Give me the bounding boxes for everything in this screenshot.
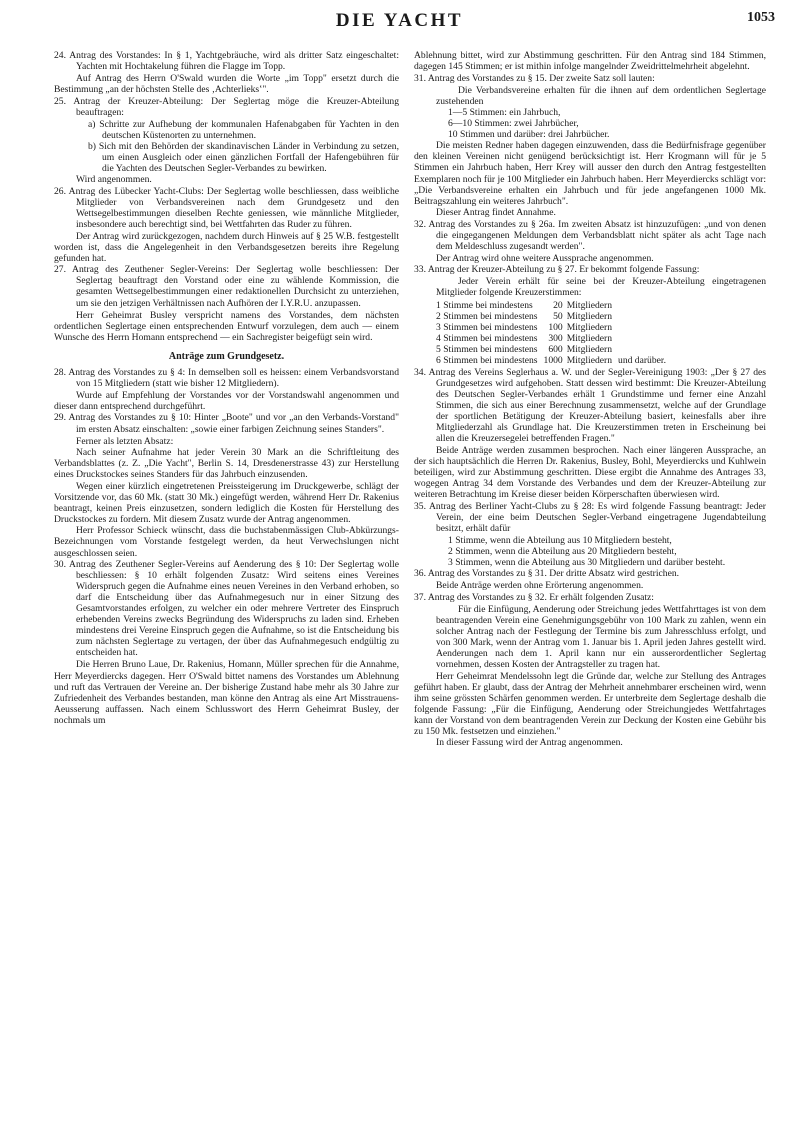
vote-list-line: 1 Stimme, wenn die Abteilung aus 10 Mitgliedern besteht,: [448, 535, 672, 547]
quoted-text: Für die Einfügung, Aenderung oder Streichung jedes Wettfahrttages ist von dem beantragenden Verein eine Genehmigungsgebühr von 100 Mark zu zahlen, wenn ein solcher Antrag nach der Festlegung der Termine bis zum Jahresschluss erfolgt, und von 300 Mark, wenn der Antrag vom 1. Januar bis 1. April jeden Jahres gestellt wird. Aenderungen nach dem 1. April kann nur ein ausserordentlicher Seglertag vornehmen, dessen Kosten der Antragsteller zu tragen hat.: [436, 603, 766, 671]
paragraph: Herr Geheimrat Mendelssohn legt die Gründe dar, welche zur Stellung des Antrages geführt haben. Er glaubt, dass der Antrag der Mehrheit annehmbarer erscheinen wird, wenn ihm seine grössten Schärfen genommen werden. Er unterbreite dem Seglertage deshalb die folgende Fassung: „Für die Einfügung, Aenderung oder Streichungjedes Wettfahrtages kann der Vorstand von dem beantragenden Verein zur Deckung der Kosten eine Gebühr bis zu 150 Mk. festsetzen und einziehen.": [414, 670, 766, 737]
paragraph: In dieser Fassung wird der Antrag angenommen.: [436, 737, 623, 749]
vote-table-cell: 4 Stimmen bei mindestens: [436, 332, 538, 344]
motion-text: 28. Antrag des Vorstandes zu § 4: In demselben soll es heissen: einem Verbandsvorstand von 15 Mitgliedern (statt wie bisher 12 Mitgliedern).: [54, 366, 399, 389]
paragraph: Die meisten Redner haben dagegen einzuwenden, dass die Bedürfnisfrage gegenüber den kleinen Vereinen nicht genügend berücksichtigt ist. Herr Krogmann will für je 5 Stimmen ein Jahrbuch haben, Herr Krey will ausser den durch den Antrag festgestellten Exemplaren noch für je 100 Mitglieder ein Jahrbuch haben. Herr Meyerdiercks schlägt vor: „Die Verbandsvereine erhalten ein Jahrbuch und für jede angefangenen 1000 Mk. Beitragszahlung ein weiteres Jahrbuch".: [414, 140, 766, 207]
vote-list-line: 10 Stimmen und darüber: drei Jahrbücher.: [448, 129, 610, 141]
paragraph: Herr Professor Schieck wünscht, dass die buchstabenmässigen Club-Abkürzungs-Bezeichnungen vom Vorstande festgelegt werden, da heut Verwechslungen nicht ausgeschlossen seien.: [54, 525, 399, 559]
vote-table-cell: [618, 344, 672, 355]
sub-item: [54, 141, 399, 174]
motion-text: 34. Antrag des Vereins Seglerhaus a. W. und der Segler-Vereinigung 1903: „Der § 27 des Grundgesetzes wird aufgehoben. Statt dessen wird bestimmt: Die Kreuzer-Abteilung des Deutschen Segler-Verbandes erhält 1 Grundstimme und ferner eine Anzahl Stimmen, die sich aus einer Berechnung zusammensetzt, welche auf der Grundlage der sportlichen Betätigung der Kreuzer-Abteilung basiert, keinesfalls aber ihre Mitgliederzahl als Grundlage hat. Die Kreuzerstimmen treten in Erscheinung bei allen die Kreuzersegelei betreffenden Fragen.": [414, 366, 766, 445]
vote-list: [414, 535, 766, 568]
vote-table-cell: 1 Stimme bei mindestens: [436, 299, 533, 311]
vote-table-cell: [618, 300, 672, 311]
motion-text: 35. Antrag des Berliner Yacht-Clubs zu § 28: Es wird folgende Fassung beantragt: Jeder Verein, der eine beim Deutschen Segler-Verband eingetragene Jugendabteilung besitzt, erhält dafür: [414, 500, 766, 534]
vote-list: [414, 107, 766, 140]
motion-text: 33. Antrag der Kreuzer-Abteilung zu § 27. Er bekommt folgende Fassung:: [414, 264, 700, 276]
vote-list-line: 3 Stimmen, wenn die Abteilung aus 30 Mitgliedern und darüber besteht.: [448, 557, 726, 569]
resolution-note: Wird angenommen.: [76, 174, 152, 186]
vote-table-cell: Mitgliedern: [566, 321, 613, 333]
paragraph: Wegen einer kürzlich eingetretenen Preissteigerung im Druckgewerbe, schlägt der Vorsitzende vor, das 60 Mk. (statt 30 Mk.) eingefügt werden, während Herr Dr. Rakenius beantragt, keinen Preis einzusetzen, sondern lediglich die Kosten für Herstellung des Druckstockes zu fordern. Mit diesem Zusatz wurde der Antrag angenommen.: [54, 480, 399, 525]
vote-table-cell: 300: [548, 332, 563, 344]
vote-table-cell: [618, 311, 672, 322]
paragraph: Der Antrag wird ohne weitere Aussprache angenommen.: [436, 252, 654, 264]
paragraph: Beide Anträge werden zusammen besprochen. Nach einer längeren Aussprache, an der sich hauptsächlich die Herren Dr. Rakenius, Busley, Bohl, Meyerdiercks und Kuhlwein beteiligen, wird zur Abstimmung geschritten. Diese ergibt die Annahme des Antrages 33, wogegen Antrag 34 dem Vorstande des Verbandes und dem der Kreuzer-Abteilung zur weiteren Betrachtung im Kreise dieser beiden Körperschaften überwiesen wird.: [414, 445, 766, 501]
motion-item: [414, 367, 766, 444]
motion-item: [54, 559, 399, 658]
vote-table-cell: Mitgliedern: [566, 299, 613, 311]
vote-list-line: 6—10 Stimmen: zwei Jahrbücher,: [448, 118, 579, 130]
right-column: [414, 50, 766, 749]
motion-text: 36. Antrag des Vorstandes zu § 31. Der dritte Absatz wird gestrichen.: [414, 568, 680, 580]
page-number: 1053: [747, 10, 775, 25]
motion-text: 37. Antrag des Vorstandes zu § 32. Er erhält folgenden Zusatz:: [414, 591, 654, 603]
motion-item: [54, 367, 399, 389]
motion-item: [54, 412, 399, 434]
left-column: [54, 50, 399, 726]
vote-table-cell: 50: [553, 310, 563, 322]
vote-table: [436, 300, 672, 366]
page-title: DIE YACHT: [335, 10, 464, 31]
vote-table-cell: [618, 322, 672, 333]
vote-table-cell: 100: [548, 321, 563, 333]
page-header: [0, 8, 799, 38]
sub-item-text: a) Schritte zur Aufhebung der kommunalen Hafenabgaben für Yachten in den deutschen Küstenorten zu unternehmen.: [88, 118, 399, 141]
vote-table-cell: 6 Stimmen bei mindestens: [436, 354, 538, 366]
resolution-note: Dieser Antrag findet Annahme.: [436, 207, 556, 219]
vote-list-line: 2 Stimmen, wenn die Abteilung aus 20 Mitgliedern besteht,: [448, 546, 677, 558]
motion-item: [54, 186, 399, 230]
vote-table-cell: [618, 333, 672, 344]
motion-item: [414, 568, 766, 579]
motion-text: 25. Antrag der Kreuzer-Abteilung: Der Seglertag möge die Kreuzer-Abteilung beauftragen:: [54, 95, 399, 118]
paragraph: Beide Anträge werden ohne Erörterung angenommen.: [436, 580, 644, 592]
motion-text: 26. Antrag des Lübecker Yacht-Clubs: Der Seglertag wolle beschliessen, dass weibliche Mitglieder von Verbandsvereinen nach dem Grundgesetz und den Wettsegelbestimmungen dieselben Rechte geniessen, wie männliche Mitglieder, insbesondere auch berechtigt sind, bei Wettfahrten das Ruder zu führen.: [54, 185, 399, 230]
paragraph: Ablehnung bittet, wird zur Abstimmung geschritten. Für den Antrag sind 184 Stimmen, dagegen 145 Stimmen; er ist mithin infolge mangelnder Zweidrittelmehrheit abgelehnt.: [414, 50, 766, 73]
vote-table-cell: 5 Stimmen bei mindestens: [436, 343, 538, 355]
paragraph: Wurde auf Empfehlung der Vorstandes vor der Vorstandswahl angenommen und dieser dann entsprechend durchgeführt.: [54, 389, 399, 412]
vote-table-cell: 600: [548, 343, 563, 355]
section-heading: Anträge zum Grundgesetz.: [168, 350, 285, 362]
paragraph: Der Antrag wird zurückgezogen, nachdem durch Hinweis auf § 25 W.B. festgestellt worden ist, dass die Angelegenheit in den Verbandsgesetzen bereits ihre Regelung gefunden hat.: [54, 230, 399, 264]
vote-table-cell: Mitgliedern: [566, 354, 613, 366]
paragraph: Auf Antrag des Herrn O'Swald wurden die Worte „im Topp" ersetzt durch die Bestimmung „an der höchsten Stelle des ‚Achterlieks‛".: [54, 73, 399, 96]
vote-table-cell: 2 Stimmen bei mindestens: [436, 310, 538, 322]
motion-text: 27. Antrag des Zeuthener Segler-Vereins: Der Seglertag wolle beschliessen: Der Seglertag beauftragt den Vorstand oder eine zu wählende Kommission, die gesamten Wettsegelbestimmungen einer redaktionellen Durchsicht zu unterziehen, um sie den jetzigen Verhältnissen nach Aufhören der I.Y.R.U. anzupassen.: [54, 264, 399, 309]
vote-table-row: [436, 344, 672, 355]
paragraph: Herr Geheimrat Busley verspricht namens des Vorstandes, dem nächsten ordentlichen Seglertage einen entsprechenden Entwurf vorzulegen, dem auch — einem Wunsche des Herrn Homann entsprechend — ein Sachregister beigefügt sein wird.: [54, 309, 399, 343]
motion-item: [414, 592, 766, 603]
motion-item: [54, 96, 399, 118]
motion-text: 24. Antrag des Vorstandes: In § 1, Yachtgebräuche, wird als dritter Satz eingeschaltet: Yachten mit Hochtakelung führen die Flagge im Topp.: [54, 50, 399, 73]
vote-table-cell: 3 Stimmen bei mindestens: [436, 321, 538, 333]
paragraph: Ferner als letzten Absatz:: [76, 435, 174, 447]
vote-list-line: 1—5 Stimmen: ein Jahrbuch,: [448, 107, 561, 119]
vote-table-cell: Mitgliedern: [566, 343, 613, 355]
vote-table-row: [436, 333, 672, 344]
vote-table-row: [436, 311, 672, 322]
vote-table-cell: 20: [553, 299, 563, 311]
motion-text: 30. Antrag des Zeuthener Segler-Vereins auf Aenderung des § 10: Der Seglertag wolle beschliessen: § 10 erhält folgenden Zusatz: Wird seitens eines Vereines Widerspruch gegen die Aufnahme eines neuen Vereines in den Verband erhoben, so darf die Entscheidung über das Aufnahmegesuch nur in einer Sitzung des Gesamtvorstandes erfolgen, zu welcher ein oder mehrere Vertreter des Einspruch erhebenden Vereins zwecks Begründung des Widerspruchs zu laden sind. Erheben mindestens drei Vereine Einspruch gegen die Aufnahme, so ist die Entscheidung bis zum nächsten Seglertage zu vertagen, der über das Aufnahmegesuch endgültig zu entscheiden hat.: [54, 559, 399, 659]
paragraph: Die Herren Bruno Laue, Dr. Rakenius, Homann, Müller sprechen für die Annahme, Herr Meyerdiercks dagegen. Herr O'Swald bittet namens des Vorstandes um Ablehnung und ruft das Vertrauen der Vereine an. Der bisherige Zustand habe mehr als 30 Jahre zur Zufriedenheit des Verbandes bestanden, man könne den Antrag als eine Art Misstrauens-Aeusserung auffassen. Nach einem Schlusswort des Herrn Geheimrat Busley, der nochmals um: [54, 659, 399, 726]
paragraph: Nach seiner Aufnahme hat jeder Verein 30 Mark an die Schriftleitung des Verbandsblattes (z. Z. „Die Yacht", Berlin S. 14, Dresdenerstrasse 43) zur Herstellung eines Druckstockes seines Standers für das Jahrbuch einzusenden.: [54, 447, 399, 481]
motion-text: 29. Antrag des Vorstandes zu § 10: Hinter „Boote" und vor „an den Verbands-Vorstand" im ersten Absatz einschalten: „sowie einer farbigen Zeichnung seines Standers".: [54, 412, 399, 435]
quoted-text: Die Verbandsvereine erhalten für die ihnen auf dem ordentlichen Seglertage zustehenden: [436, 84, 766, 107]
motion-item: [414, 73, 766, 84]
vote-table-row: [436, 300, 672, 311]
quoted-text: Jeder Verein erhält für seine bei der Kreuzer-Abteilung eingetragenen Mitglieder folgende Kreuzerstimmen:: [436, 276, 766, 299]
motion-text: 32. Antrag des Vorstandes zu § 26a. Im zweiten Absatz ist hinzuzufügen: „und von denen die eingegangenen Meldungen dem Verbandsblatt nicht später als acht Tage nach dem Meldeschluss zugesandt werden".: [414, 218, 766, 252]
vote-table-cell: 1000: [543, 354, 563, 366]
motion-item: [54, 50, 399, 72]
motion-item: [414, 501, 766, 534]
motion-item: [414, 219, 766, 252]
vote-table-cell: Mitgliedern: [566, 332, 613, 344]
vote-table-cell: Mitgliedern: [566, 310, 613, 322]
sub-item: [54, 119, 399, 141]
sub-item-text: b) Sich mit den Behörden der skandinavischen Länder in Verbindung zu setzen, um einen Ausgleich oder einen gänzlichen Fortfall der Hafengebühren für die Yachten des Deutschen Segler-Verbandes zu bewirken.: [88, 140, 399, 174]
motion-item: [54, 264, 399, 308]
vote-table-cell: und darüber.: [618, 354, 666, 366]
motion-item: [414, 264, 766, 275]
motion-text: 31. Antrag des Vorstandes zu § 15. Der zweite Satz soll lauten:: [414, 72, 655, 84]
vote-table-row: [436, 355, 672, 366]
vote-table-row: [436, 322, 672, 333]
